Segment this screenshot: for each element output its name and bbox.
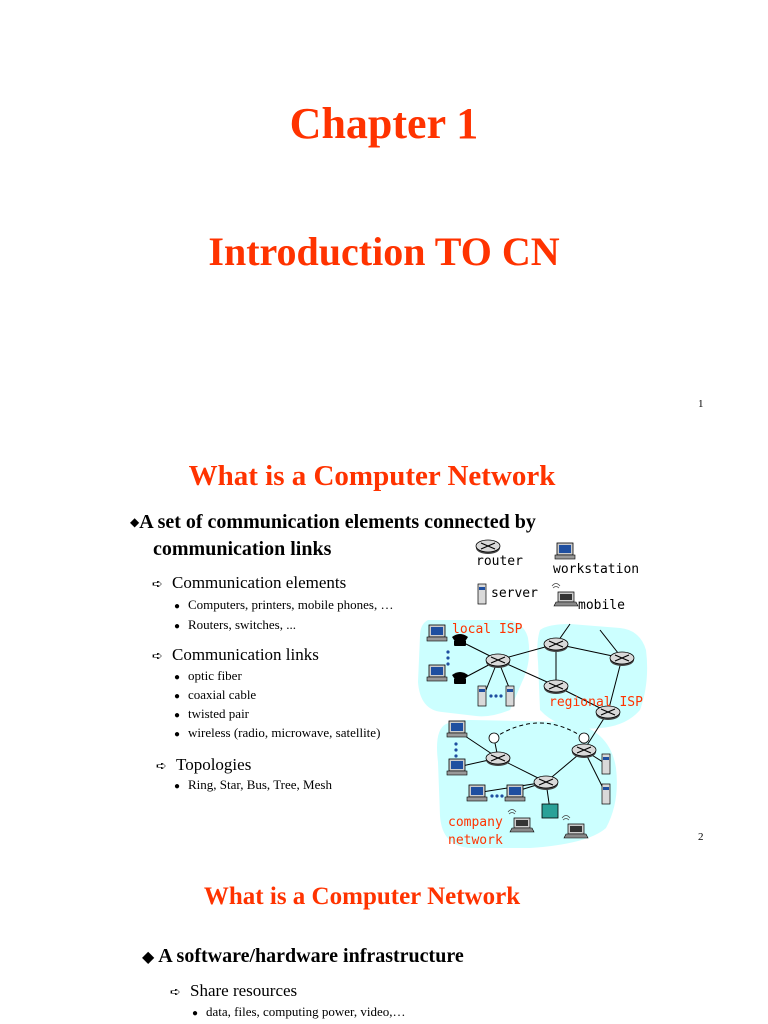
elements-item — [174, 597, 393, 613]
links-heading — [152, 645, 319, 665]
workstation-icon — [427, 665, 447, 681]
server-icon — [478, 686, 486, 706]
dot-bullet-icon: ● — [174, 729, 181, 740]
share-resources-heading — [170, 981, 297, 1001]
dot-bullet-icon: ● — [174, 672, 181, 683]
dot-bullet-icon: ● — [192, 1008, 199, 1019]
links-item — [174, 706, 249, 722]
company-label-line1: company — [448, 815, 503, 830]
satellite-dish-icon — [489, 733, 499, 743]
server-icon — [602, 754, 610, 774]
router-icon — [486, 654, 510, 668]
page-number-2: 2 — [698, 831, 704, 843]
slide3-heading: What is a Computer Network — [203, 883, 521, 910]
regional-isp-label: regional ISP — [549, 695, 643, 710]
dot-bullet-icon: ● — [174, 621, 181, 632]
slide2-bullet-line1: A set of communication elements connected by — [139, 511, 536, 533]
slide1-title: Chapter 1 — [289, 99, 479, 148]
slide1-subtitle: Introduction TO CN — [208, 229, 560, 274]
workstation-icon — [447, 759, 467, 775]
slide3-bullet-text: A software/hardware infrastructure — [158, 945, 464, 967]
slide2-bullet-line2: communication links — [153, 538, 332, 560]
topologies-item-text: Ring, Star, Bus, Tree, Mesh — [188, 777, 332, 792]
elements-item — [174, 617, 296, 633]
diamond-bullet-icon: ◆ — [142, 949, 155, 966]
slide2-heading: What is a Computer Network — [188, 460, 556, 492]
links-item-text: coaxial cable — [188, 687, 257, 702]
server-icon — [506, 686, 514, 706]
server-icon — [602, 784, 610, 804]
elements-label: Communication elements — [172, 573, 347, 592]
legend-mobile-label: mobile — [578, 598, 625, 613]
company-label-line2: network — [448, 833, 503, 848]
router-icon — [534, 776, 558, 790]
links-item-text: wireless (radio, microwave, satellite) — [188, 725, 381, 740]
workstation-icon — [505, 785, 525, 801]
diamond-bullet-icon: ◆ — [130, 515, 140, 529]
share-resources-label: Share resources — [190, 981, 298, 1000]
ellipsis-dots — [490, 794, 503, 797]
legend-router-label: router — [476, 554, 523, 569]
links-item — [174, 668, 242, 684]
arrow-bullet-icon: ➪ — [152, 649, 163, 664]
legend-workstation-label: workstation — [553, 562, 640, 577]
server-icon — [478, 584, 486, 604]
workstation-icon — [447, 721, 467, 737]
links-item — [174, 725, 380, 741]
satellite-dish-icon — [579, 733, 589, 743]
ellipsis-dots — [454, 742, 457, 757]
workstation-icon — [555, 543, 575, 559]
dot-bullet-icon: ● — [174, 691, 181, 702]
legend-server-label: server — [491, 586, 538, 601]
mobile-icon — [552, 584, 578, 607]
arrow-bullet-icon: ➪ — [152, 577, 163, 592]
modem-phone-icon — [452, 672, 468, 684]
ellipsis-dots — [446, 650, 449, 665]
router-icon — [610, 652, 634, 666]
company-network-label — [448, 814, 503, 850]
share-resources-item-text: data, files, computing power, video,… — [206, 1004, 406, 1019]
router-icon — [544, 680, 568, 694]
workstation-icon — [427, 625, 447, 641]
topologies-item — [174, 777, 332, 793]
links-item-text: twisted pair — [188, 706, 250, 721]
page-number-1: 1 — [698, 398, 704, 410]
links-item — [174, 687, 256, 703]
workstation-icon — [467, 785, 487, 801]
elements-heading — [152, 573, 346, 593]
links-label: Communication links — [172, 645, 319, 664]
access-point-icon — [542, 804, 558, 818]
arrow-bullet-icon: ➪ — [170, 985, 181, 1000]
ellipsis-dots — [489, 694, 502, 697]
router-icon — [544, 638, 568, 652]
network-diagram — [410, 532, 660, 854]
topologies-label: Topologies — [176, 755, 252, 774]
dot-bullet-icon: ● — [174, 781, 181, 792]
links-item-text: optic fiber — [188, 668, 242, 683]
share-resources-item — [192, 1004, 406, 1020]
router-icon — [476, 540, 500, 554]
router-icon — [486, 752, 510, 766]
dot-bullet-icon: ● — [174, 601, 181, 612]
elements-item-text: Routers, switches, ... — [188, 617, 296, 632]
router-icon — [572, 744, 596, 758]
elements-item-text: Computers, printers, mobile phones, … — [188, 597, 394, 612]
local-isp-label: local ISP — [452, 622, 523, 637]
topologies-heading — [156, 755, 251, 775]
arrow-bullet-icon: ➪ — [156, 759, 167, 774]
slide3-bullet — [142, 943, 464, 971]
dot-bullet-icon: ● — [174, 710, 181, 721]
